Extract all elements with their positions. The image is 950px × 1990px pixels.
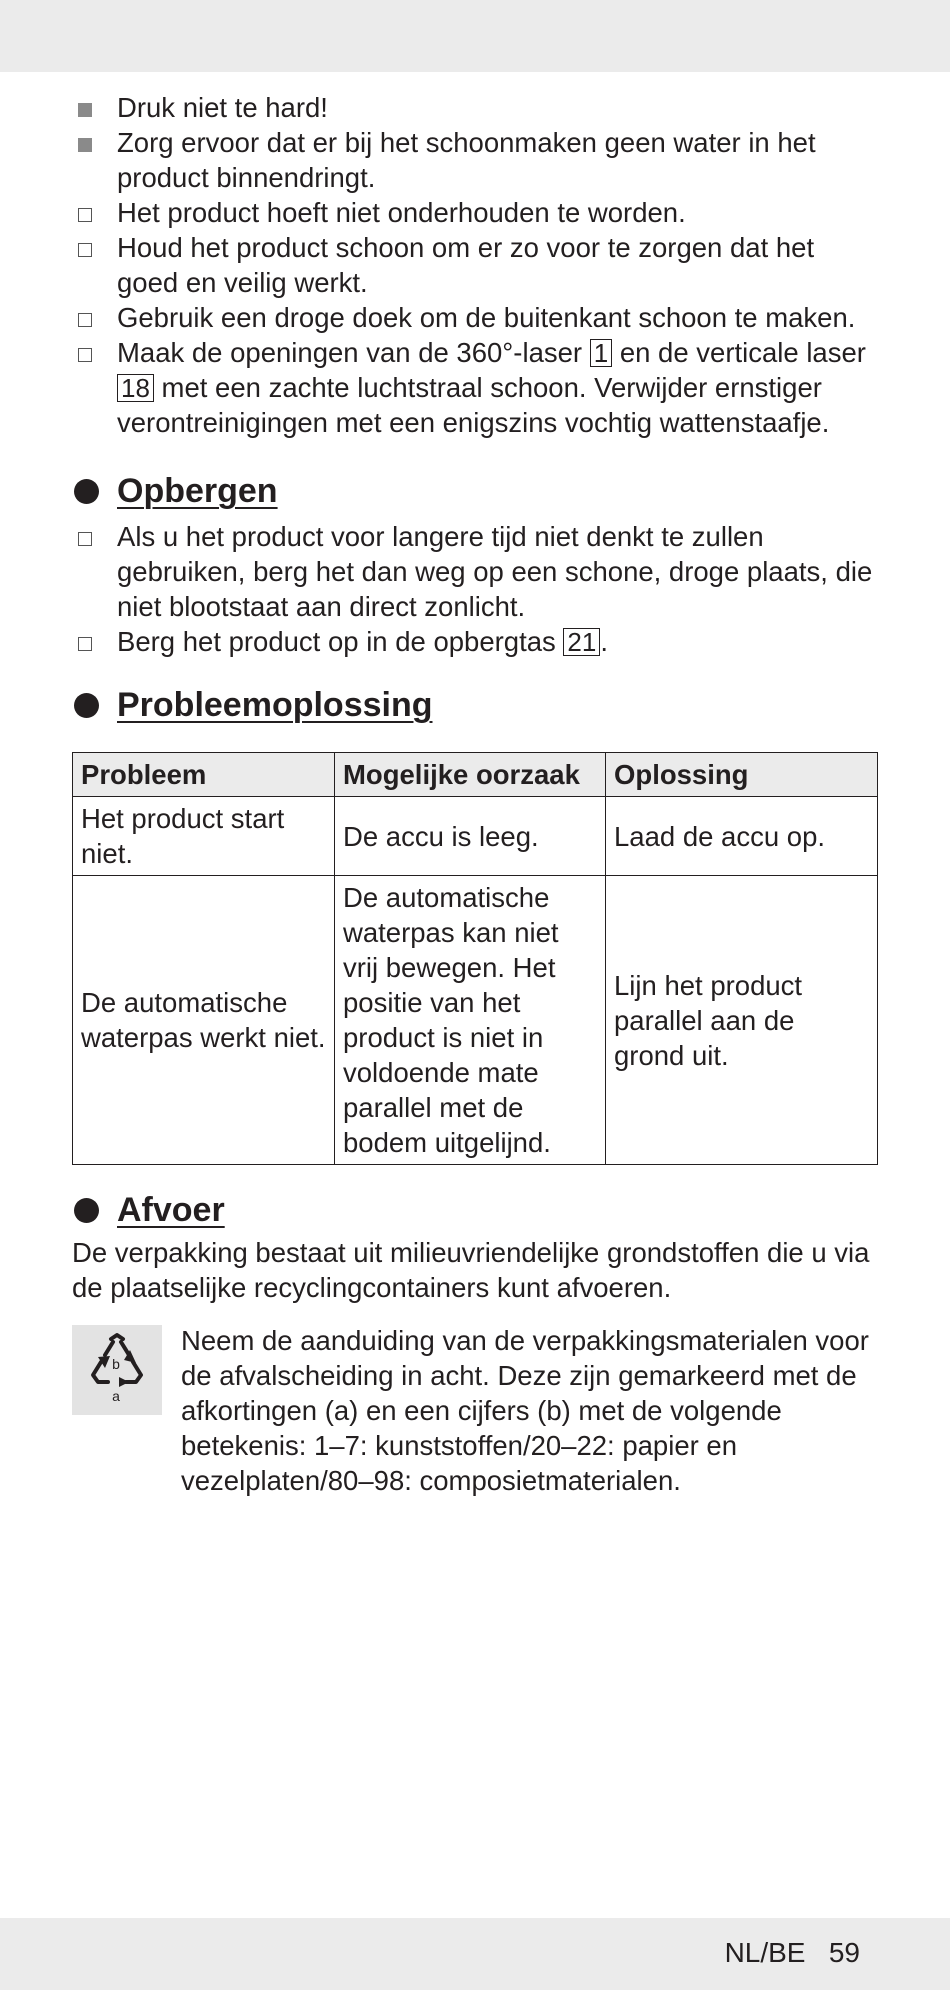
recycle-label-b: b — [112, 1356, 120, 1372]
section-heading-troubleshooting: Probleemoplossing — [72, 684, 880, 726]
list-item — [72, 335, 880, 440]
page-number: 59 — [828, 1937, 860, 1968]
list-item — [72, 300, 880, 335]
troubleshooting-table — [72, 752, 878, 1165]
list-item-text: Maak de openingen van de 360°-laser — [117, 337, 590, 368]
list-item-text: en de verticale laser — [612, 337, 866, 368]
list-item-text: Gebruik een droge doek om de buitenkant schoon te maken. — [117, 302, 856, 333]
list-item-text: Druk niet te hard! — [117, 92, 328, 123]
page-footer — [725, 1935, 860, 1971]
list-item-text: Zorg ervoor dat er bij het schoonmaken geen water in het product binnendringt. — [117, 127, 816, 193]
table-cell: Lijn het product parallel aan de grond uit. — [606, 876, 878, 1165]
disposal-text: De verpakking bestaat uit milieuvriendelijke grondstoffen die u via de plaatselijke recyclingcontainers kunt afvoeren. — [72, 1237, 870, 1303]
square-outline-bullet-icon — [78, 243, 92, 257]
part-reference-number: 1 — [590, 339, 612, 367]
recycling-note — [72, 1323, 880, 1498]
table-header-row — [73, 753, 878, 797]
section-heading-storage: Opbergen — [72, 470, 880, 512]
heading-bullet-icon — [74, 1198, 99, 1223]
table-cell: De automatische waterpas kan niet vrij bewegen. Het positie van het product is niet in voldoende mate parallel met de bodem uitgelijnd. — [335, 876, 606, 1165]
square-outline-bullet-icon — [78, 532, 92, 546]
table-cell: De automatische waterpas werkt niet. — [73, 876, 335, 1165]
section-heading-disposal: Afvoer — [72, 1189, 880, 1231]
footer-language: NL/BE — [724, 1937, 806, 1968]
square-filled-bullet-icon — [78, 103, 92, 117]
recycling-text: Neem de aanduiding van de verpakkingsmaterialen voor de afvalscheiding in acht. Deze zijn gemarkeerd met de afkortingen (a) en een cijfers (b) met de volgende betekenis: 1–7: kunststoffen/20–22: papier en vezelplaten/80–98: composietmaterialen. — [181, 1325, 869, 1496]
table-cell: De accu is leeg. — [335, 797, 606, 876]
square-outline-bullet-icon — [78, 313, 92, 327]
heading-bullet-icon — [74, 693, 99, 718]
list-item-text: met een zachte luchtstraal schoon. Verwijder ernstiger verontreinigingen met een enigszins vochtig wattenstaafje. — [117, 372, 830, 438]
square-filled-bullet-icon — [78, 138, 92, 152]
square-outline-bullet-icon — [78, 348, 92, 362]
list-item — [72, 125, 880, 195]
care-list — [72, 90, 880, 440]
column-header-problem: Probleem — [73, 753, 335, 797]
part-reference-number: 18 — [117, 374, 154, 402]
list-item — [72, 624, 880, 659]
table-cell: Het product start niet. — [73, 797, 335, 876]
column-header-solution: Oplossing — [606, 753, 878, 797]
list-item — [72, 195, 880, 230]
list-item — [72, 230, 880, 300]
table-cell: Laad de accu op. — [606, 797, 878, 876]
page-content — [72, 90, 880, 1498]
recycle-label-a: a — [112, 1388, 120, 1404]
heading-bullet-icon — [74, 479, 99, 504]
list-item-text: Het product hoeft niet onderhouden te worden. — [117, 197, 686, 228]
storage-list — [72, 519, 880, 659]
list-item-text: Berg het product op in de opbergtas — [117, 626, 564, 657]
square-outline-bullet-icon — [78, 637, 92, 651]
header-band — [0, 0, 950, 72]
list-item-text: . — [600, 626, 608, 657]
table-row — [73, 876, 878, 1165]
table-row — [73, 797, 878, 876]
list-item-text: Houd het product schoon om er zo voor te zorgen dat het goed en veilig werkt. — [117, 232, 815, 298]
list-item — [72, 90, 880, 125]
column-header-cause: Mogelijke oorzaak — [335, 753, 606, 797]
square-outline-bullet-icon — [78, 208, 92, 222]
list-item-text: Als u het product voor langere tijd niet denkt te zullen gebruiken, berg het dan weg op een schone, droge plaats, die niet blootstaat aan direct zonlicht. — [117, 521, 873, 622]
recycling-symbol-icon — [72, 1325, 162, 1415]
list-item — [72, 519, 880, 624]
part-reference-number: 21 — [563, 628, 600, 656]
